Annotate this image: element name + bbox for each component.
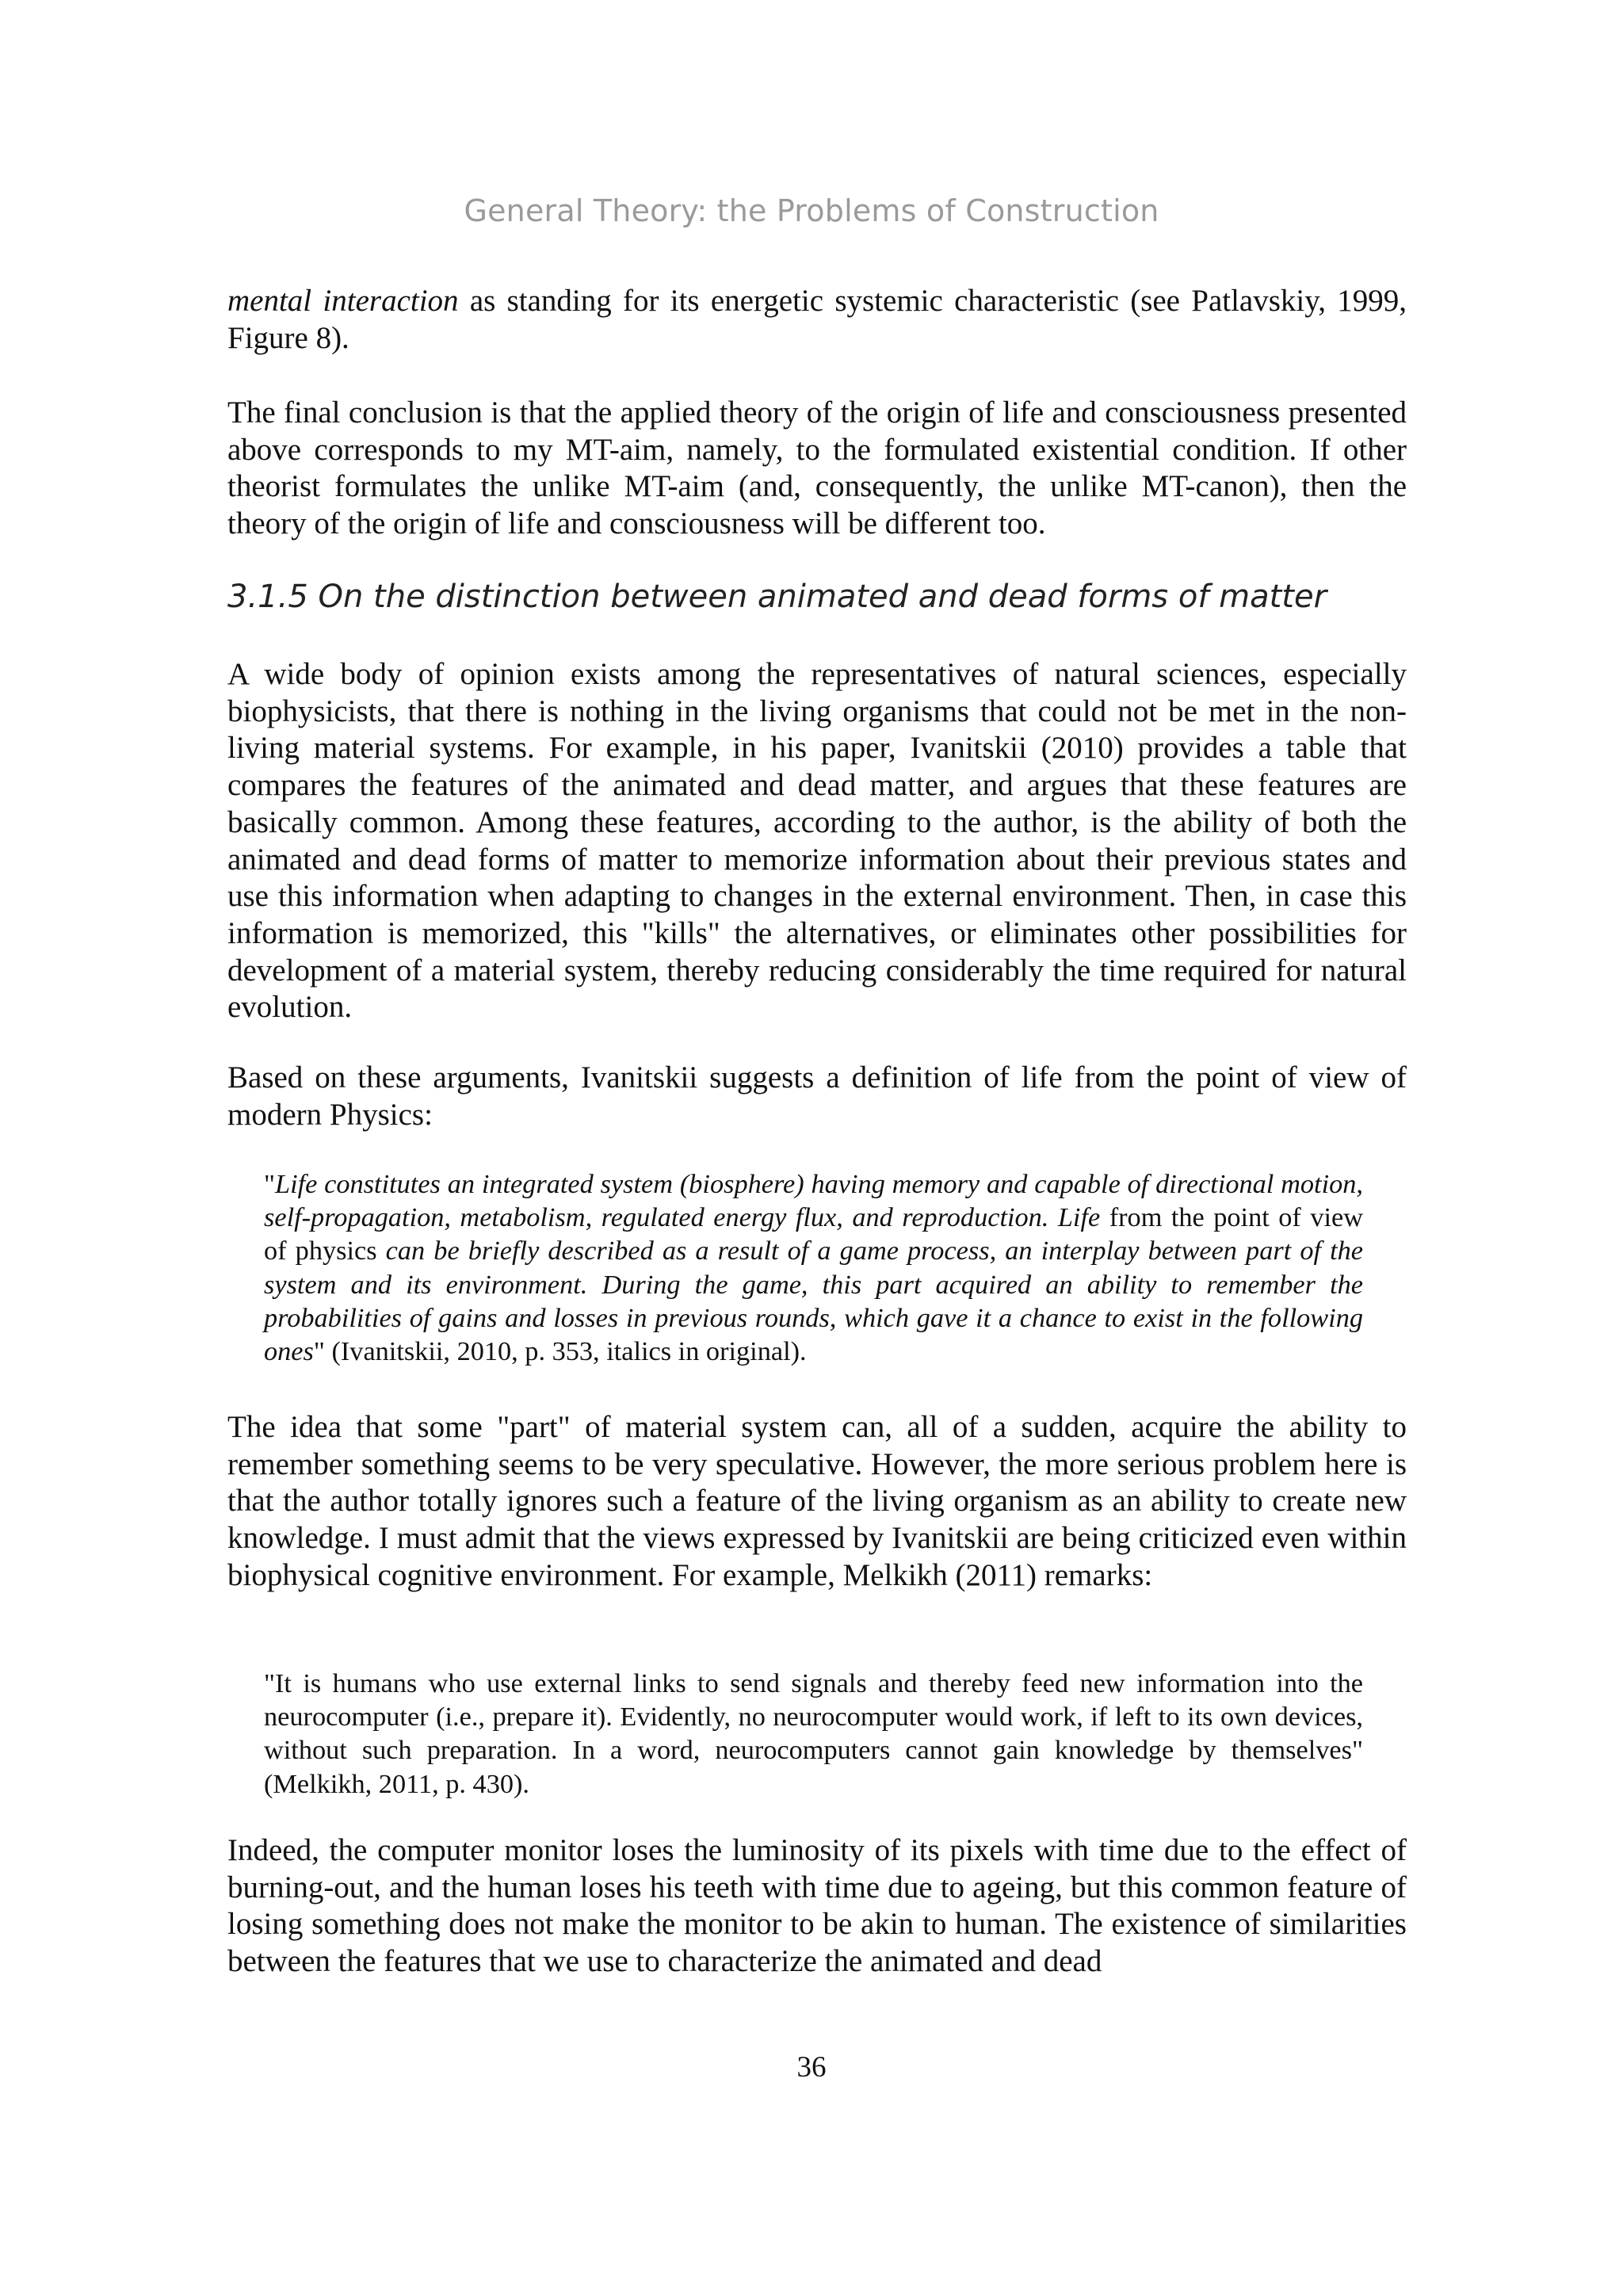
paragraph-monitor-analogy: Indeed, the computer monitor loses the luminosity of its pixels with time due to the effect of burning-out, and the human loses his teeth with time due to ageing, but this common feature of losing something does not make the monitor to be akin to human. The existence of similarities between the features that we use to characterize the animated and dead [227,1833,1407,1979]
quote-plain-part-1: from the point of view of physics [264,1202,1363,1266]
paragraph-opinion: A wide body of opinion exists among the representatives of natural sciences, especially biophysicists, that there is nothing in the living organisms that could not be met in the non-living material systems. For example, in his paper, Ivanitskii (2010) provides a table that compares the features of the animated and dead matter, and argues that these features are basically common. Among these features, according to the author, is the ability of both the animated and dead forms of matter to memorize information about their previous states and use this information when adapting to changes in the external environment. Then, in case this information is memorized, this "kills" the alternatives, or eliminates other possibilities for development of a material system, thereby reducing considerably the time required for natural evolution. [227,657,1407,1025]
page-number: 36 [796,2051,827,2084]
quote-citation: " (Ivanitskii, 2010, p. 353, italics in original). [313,1336,807,1367]
paragraph-definition-intro: Based on these arguments, Ivanitskii suggests a definition of life from the point of view of modern Physics: [227,1060,1407,1132]
paragraph-critique: The idea that some "part" of material system can, all of a sudden, acquire the ability to remember something seems to be very speculative. However, the more serious problem here is that the author totally ignores such a feature of the living organism as an ability to create new knowledge. I must admit that the views expressed by Ivanitskii are being criticized even within biophysical cognitive environment. For example, Melkikh (2011) remarks: [227,1410,1407,1592]
paragraph-continuation [227,283,1407,357]
quote-italic-part-1: Life constitutes an integrated system (biosphere) having memory and capable of directional motion, self-propagation, metabolism, regulated energy flux, and reproduction. Life [264,1169,1363,1233]
italic-term: mental interaction [227,284,459,318]
paragraph-conclusion: The final conclusion is that the applied theory of the origin of life and consciousness presented above corresponds to my MT-aim, namely, to the formulated existential condition. If other theorist formulates the unlike MT-aim (and, consequently, the unlike MT-canon), then the theory of the origin of life and consciousness will be different too. [227,395,1407,541]
block-quote-ivanitskii [264,1167,1363,1368]
running-header: General Theory: the Problems of Construction [464,193,1159,228]
quote-italic-part-2: can be briefly described as a result of a game process, an interplay between part of the system and its environment. During the game, this part acquired an ability to remember the probabilities of gains and losses in previous rounds, which gave it a chance to exist in the following ones [264,1236,1364,1367]
block-quote-melkikh: "It is humans who use external links to send signals and thereby feed new information into the neurocomputer (i.e., prepare it). Evidently, no neurocomputer would work, if left to its own devices, without such preparation. In a word, neurocomputers cannot gain knowledge by themselves" (Melkikh, 2011, p. 430). [264,1668,1363,1799]
quote-open-mark: " [264,1169,276,1199]
paragraph-text: as standing for its energetic systemic characteristic (see Patlavskiy, 1999, Figure 8). [227,284,1407,355]
section-heading: 3.1.5 On the distinction between animated and dead forms of matter [227,579,1327,615]
